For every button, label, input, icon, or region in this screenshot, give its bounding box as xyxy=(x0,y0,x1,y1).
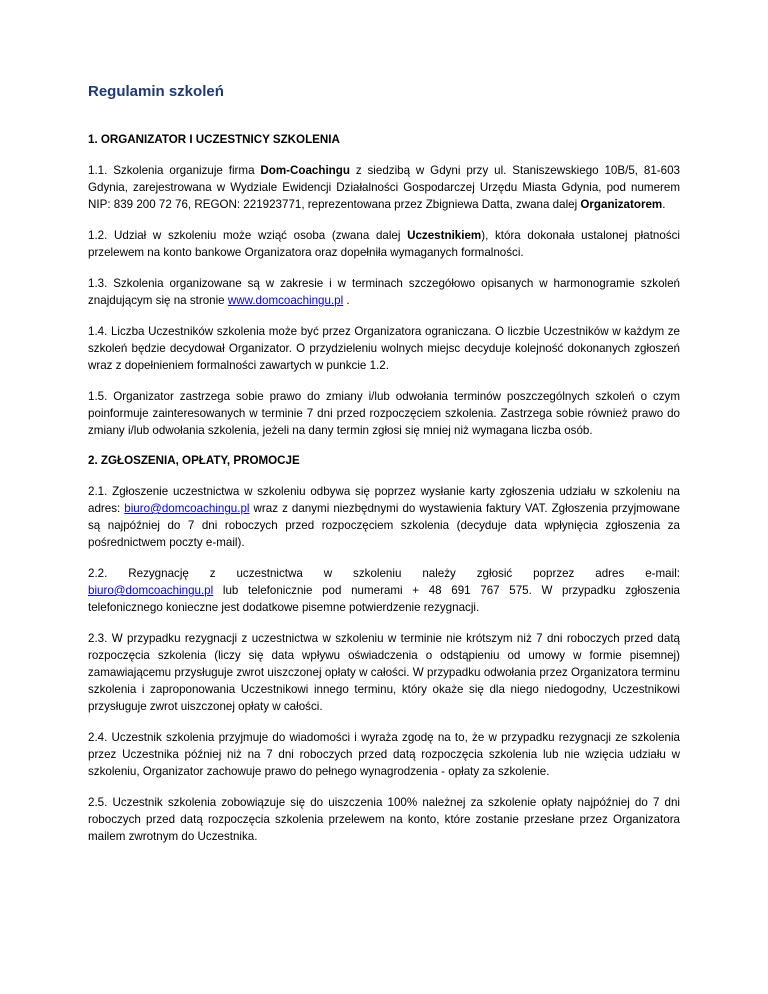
organizer-term: Organizatorem xyxy=(580,198,663,211)
paragraph-2-4: 2.4. Uczestnik szkolenia przyjmuje do wiadomości i wyraża zgodę na to, że w przypadku rezygnacji ze szkolenia przez Uczestnika później niż na 7 dni roboczych przed datą rozpoczęcia szkolenia lub nie wzięcia udziału w szkoleniu, Organizator zachowuje prawo do pełnego wynagrodzenia - opłaty za szkolenie. xyxy=(88,731,680,778)
document-title: Regulamin szkoleń xyxy=(88,83,224,100)
website-link[interactable]: www.domcoachingu.pl xyxy=(227,294,344,307)
paragraph-2-2 xyxy=(88,565,680,616)
text: 1.3. Szkolenia organizowane są w zakresie i w terminach szczegółowo opisanych w harmonogramie szkoleń znajdującym się na stronie xyxy=(88,277,680,307)
email-link[interactable]: biuro@domcoachingu.pl xyxy=(88,584,214,597)
email-link[interactable]: biuro@domcoachingu.pl xyxy=(124,502,250,515)
paragraph-1-1 xyxy=(88,162,680,213)
paragraph-2-3: 2.3. W przypadku rezygnacji z uczestnictwa w szkoleniu w terminie nie krótszym niż 7 dni roboczych przed datą rozpoczęcia szkolenia (liczy się data wpływu oświadczenia o odstąpieniu od umowy w formie pisemnej) zamawiającemu przysługuje zwrot uiszczonej opłaty w całości. W przypadku odwołania przez Organizatora terminu szkolenia i zaproponowania Uczestnikowi innego terminu, który okaże się dla niego niedogodny, Uczestnikowi przysługuje zwrot uiszczonej opłaty w całości. xyxy=(88,632,680,713)
text: z siedzibą w Gdyni przy ul. Staniszewskiego 10B/5, 81-603 Gdynia, zarejestrowana w Wydziale Ewidencji Działalności Gospodarczej Urzędu Miasta Gdynia, pod numerem NIP: 839 200 72 76, REGON: 221923771, reprezentowana przez Zbigniewa Datta, zwana dalej xyxy=(88,164,680,211)
text: 2.1. Zgłoszenie uczestnictwa w szkoleniu odbywa się poprzez wysłanie karty zgłoszenia udziału w szkoleniu na adres: xyxy=(88,485,680,515)
participant-term: Uczestnikiem xyxy=(407,229,482,242)
paragraph-2-2-rest xyxy=(88,582,680,616)
text: ), która dokonała ustalonej płatności przelewem na konto bankowe Organizatora oraz dopełniła wymaganych formalności. xyxy=(88,229,680,259)
paragraph-2-1 xyxy=(88,483,680,551)
paragraph-1-2 xyxy=(88,227,680,261)
paragraph-2-5: 2.5. Uczestnik szkolenia zobowiązuje się do uiszczenia 100% należnej za szkolenie opłaty najpóźniej do 7 dni roboczych przed datą rozpoczęcia szkolenia przelewem na konto, które zostanie przesłane przez Organizatora mailem zwrotnym do Uczestnika. xyxy=(88,796,680,843)
section-2-heading: 2. ZGŁOSZENIA, OPŁATY, PROMOCJE xyxy=(88,454,300,467)
paragraph-1-3 xyxy=(88,275,680,309)
text: . xyxy=(343,294,350,307)
paragraph-2-2-line1: 2.2. Rezygnację z uczestnictwa w szkoleniu należy zgłosić poprzez adres e-mail: xyxy=(88,567,680,580)
text: 1.1. Szkolenia organizuje firma xyxy=(88,164,261,177)
company-name: Dom-Coachingu xyxy=(260,164,350,177)
text: lub telefonicznie pod numerami + 48 691 767 575. W przypadku zgłoszenia telefonicznego konieczne jest dodatkowe pisemne potwierdzenie rezygnacji. xyxy=(88,584,680,614)
text: 1.2. Udział w szkoleniu może wziąć osoba (zwana dalej xyxy=(88,229,408,242)
paragraph-1-4: 1.4. Liczba Uczestników szkolenia może być przez Organizatora ograniczana. O liczbie Uczestników w każdym ze szkoleń będzie decydował Organizator. O przydzieleniu wolnych miejsc decyduje kolejność dokonanych zgłoszeń wraz z dopełnieniem formalności zawartych w punkcie 1.2. xyxy=(88,325,680,372)
text: . xyxy=(662,198,666,211)
text: wraz z danymi niezbędnymi do wystawienia faktury VAT. Zgłoszenia przyjmowane są najpóźniej do 7 dni roboczych przed rozpoczęciem szkolenia (decyduje data wpłynięcia zgłoszenia za pośrednictwem poczty e-mail). xyxy=(88,502,680,549)
section-1-heading: 1. ORGANIZATOR I UCZESTNICY SZKOLENIA xyxy=(88,133,340,146)
paragraph-1-5: 1.5. Organizator zastrzega sobie prawo do zmiany i/lub odwołania terminów poszczególnych szkoleń o czym poinformuje zainteresowanych w terminie 7 dni przed rozpoczęciem szkolenia. Zastrzega sobie również prawo do zmiany i/lub odwołania szkolenia, jeżeli na dany termin zgłosi się mniej niż wymagana liczba osób. xyxy=(88,390,680,437)
